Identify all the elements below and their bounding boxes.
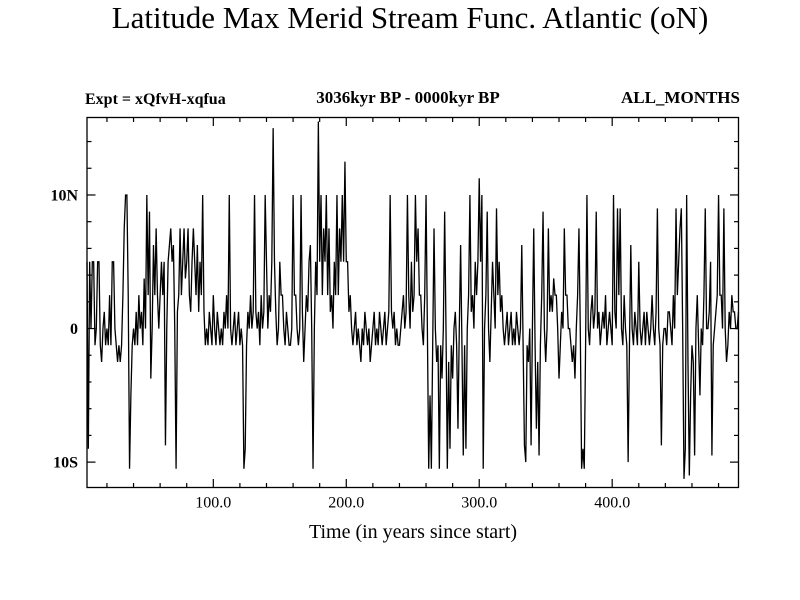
x-tick-label: 200.0 — [328, 494, 365, 512]
x-axis-title: Time (in years since start) — [308, 521, 518, 543]
y-tick-label: 0 — [70, 321, 78, 339]
data-series — [87, 122, 739, 479]
x-tick-label: 300.0 — [461, 494, 498, 512]
months-label: ALL_MONTHS — [620, 88, 740, 107]
x-tick-label: 400.0 — [594, 494, 631, 512]
x-tick-label: 100.0 — [195, 494, 232, 512]
time-range-label: 3036kyr BP - 0000kyr BP — [316, 88, 500, 107]
y-tick-label: 10S — [53, 454, 78, 472]
y-tick-label: 10N — [50, 187, 78, 205]
experiment-label: Expt = xQfvH-xqfua — [85, 91, 226, 108]
chart-title: Latitude Max Merid Stream Func. Atlantic (oN) — [111, 0, 709, 35]
